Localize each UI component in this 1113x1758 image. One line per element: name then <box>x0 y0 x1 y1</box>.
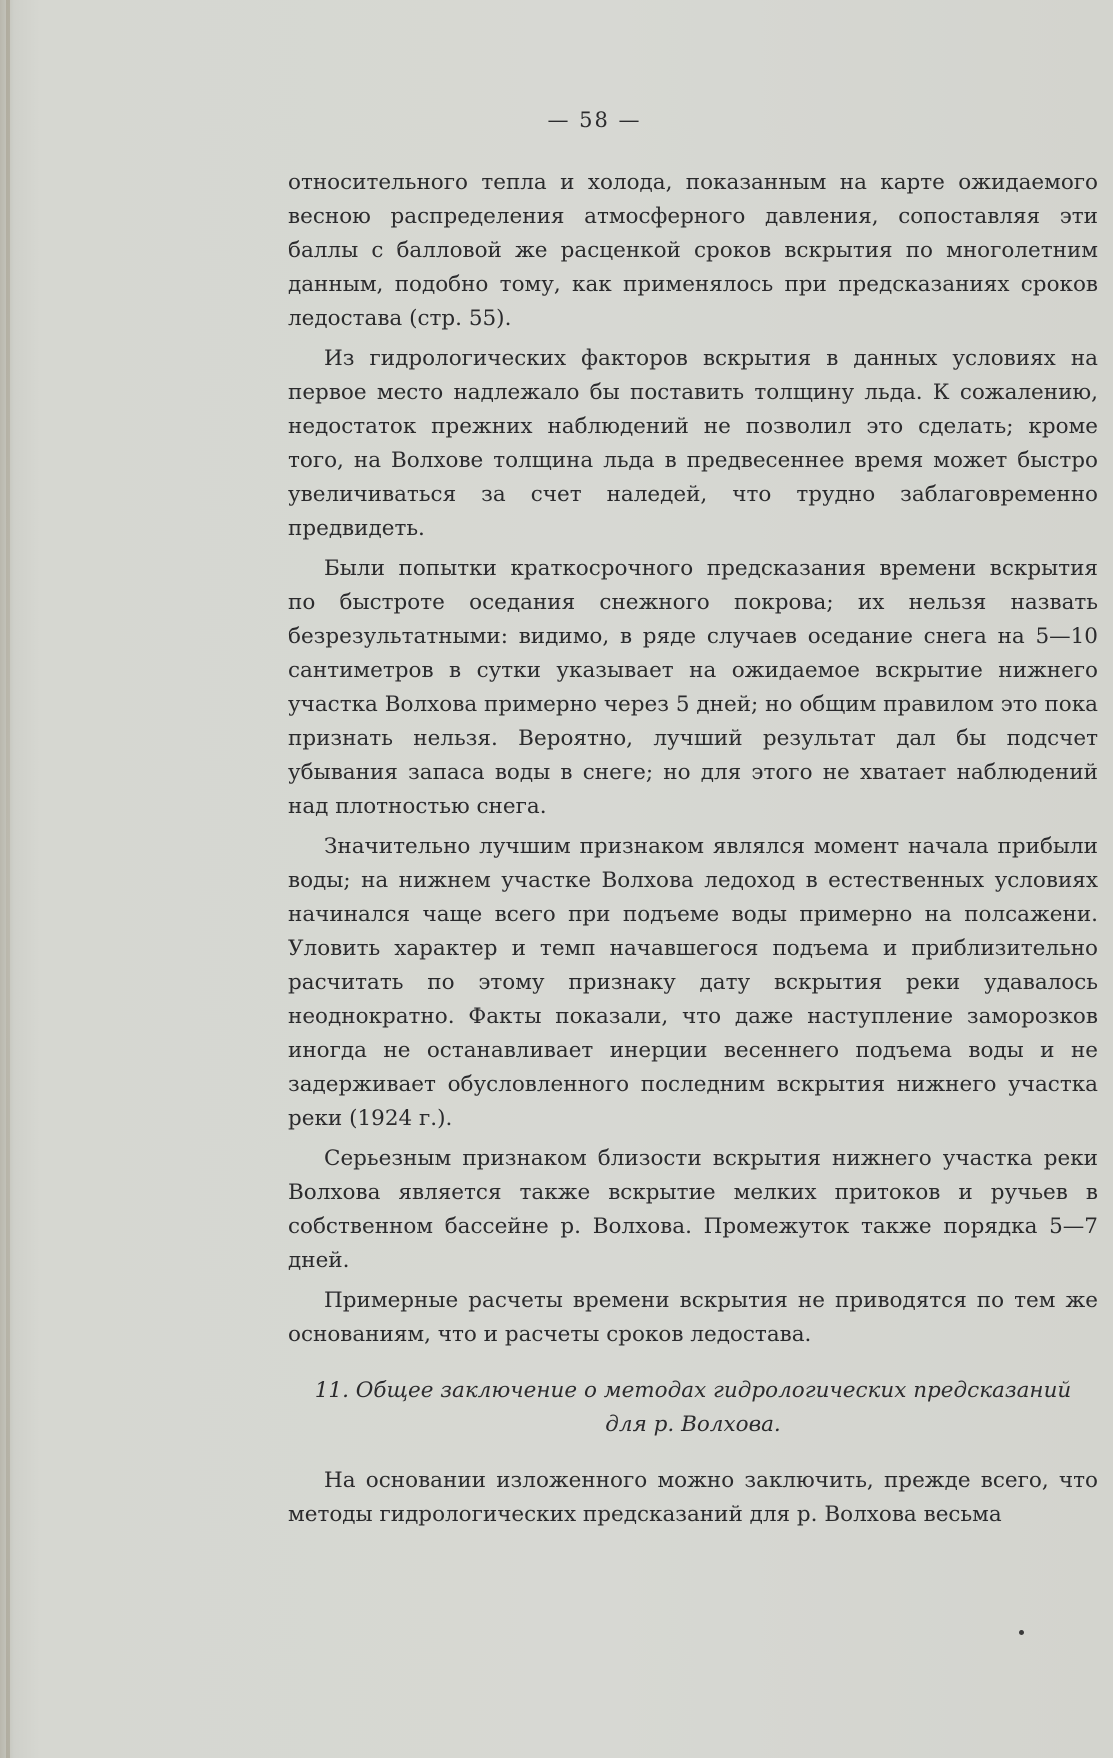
section-heading <box>288 1374 1098 1442</box>
paragraph-final: На основании изложенного можно заключить, прежде всего, что методы гидрологических предсказаний для р. Волхова весьма <box>288 1468 1098 1527</box>
body-text <box>288 166 1098 1538</box>
paragraph-2: Из гидрологических факторов вскрытия в данных условиях на первое место надлежало бы поставить толщину льда. К сожалению, недостаток прежних наблюдений не позволил это сделать; кроме того, на Волхове толщина льда в предвесеннее время может быстро увеличиваться за счет наледей, что трудно заблаговременно предвидеть. <box>288 346 1098 541</box>
paragraph-5: Серьезным признаком близости вскрытия нижнего участка реки Волхова является также вскрытие мелких притоков и ручьев в собственном бассейне р. Волхова. Промежуток также порядка 5—7 дней. <box>288 1146 1098 1273</box>
section-heading-line-2: для р. Волхова. <box>605 1412 781 1437</box>
paragraph-4: Значительно лучшим признаком являлся момент начала прибыли воды; на нижнем участке Волхова ледоход в естественных условиях начинался чаще всего при подъеме воды примерно на полсажени. Уловить характер и темп начавшегося подъема и приблизительно расчитать по этому признаку дату вскрытия реки удавалось неоднократно. Факты показали, что даже наступление заморозков иногда не останавливает инерции весеннего подъема воды и не задерживает обусловленного последним вскрытия нижнего участка реки (1924 г.). <box>288 834 1098 1131</box>
page-number: — 58 — <box>547 108 642 132</box>
paragraph-6: Примерные расчеты времени вскрытия не приводятся по тем же основаниям, что и расчеты сроков ледостава. <box>288 1288 1098 1347</box>
page-edge <box>6 0 10 1758</box>
paragraph-1: относительного тепла и холода, показанным на карте ожидаемого весною распределения атмосферного давления, сопоставляя эти баллы с балловой же расценкой сроков вскрытия по многолетним данным, подобно тому, как применялось при предсказаниях сроков ледостава (стр. 55). <box>288 170 1098 331</box>
paragraph-3: Были попытки краткосрочного предсказания времени вскрытия по быстроте оседания снежного покрова; их нельзя назвать безрезультатными: видимо, в ряде случаев оседание снега на 5—10 сантиметров в сутки указывает на ожидаемое вскрытие нижнего участка Волхова примерно через 5 дней; но общим правилом это пока признать нельзя. Вероятно, лучший результат дал бы подсчет убывания запаса воды в снеге; но для этого не хватает наблюдений над плотностью снега. <box>288 556 1098 819</box>
section-heading-line-1: 11. Общее заключение о методах гидрологических предсказаний <box>314 1378 1072 1403</box>
ink-speck <box>1019 1630 1024 1635</box>
